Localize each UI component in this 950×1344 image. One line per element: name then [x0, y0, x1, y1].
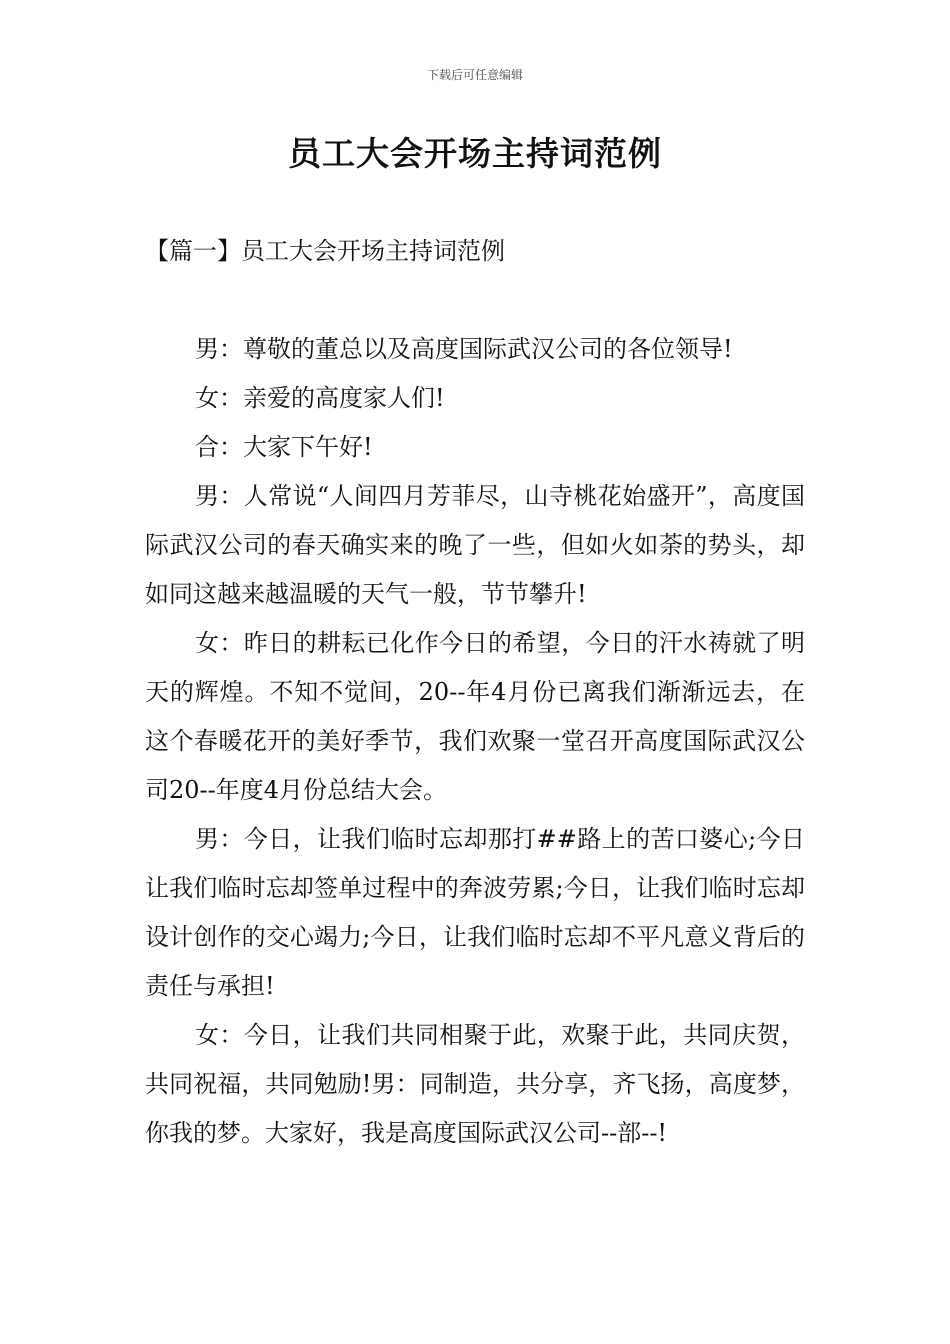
paragraph: 女：今日，让我们共同相聚于此，欢聚于此，共同庆贺，共同祝福，共同勉励!男：同制造，共分享，齐飞扬，高度梦，你我的梦。大家好，我是高度国际武汉公司--部--!	[145, 1021, 805, 1147]
document-title: 员工大会开场主持词范例	[288, 134, 662, 173]
paragraph: 女：亲爱的高度家人们!	[195, 384, 445, 412]
paragraph: 男：尊敬的董总以及高度国际武汉公司的各位领导!	[195, 335, 733, 363]
paragraph: 男：人常说“人间四月芳菲尽，山寺桃花始盛开”，高度国际武汉公司的春天确实来的晚了一些，但如火如荼的势头，却如同这越来越温暖的天气一般，节节攀升!	[145, 482, 805, 608]
header-note: 下载后可任意编辑	[426, 68, 523, 82]
paragraph: 男：今日，让我们临时忘却那打##路上的苦口婆心;今日让我们临时忘却签单过程中的奔波劳累;今日，让我们临时忘却设计创作的交心竭力;今日，让我们临时忘却不平凡意义背后的责任与承担!	[145, 825, 805, 1000]
paragraph: 女：昨日的耕耘已化作今日的希望，今日的汗水祷就了明天的辉煌。不知不觉间，20--年4月份已离我们渐渐远去，在这个春暖花开的美好季节，我们欢聚一堂召开高度国际武汉公司20--年度4月份总结大会。	[145, 629, 805, 804]
paragraph: 合：大家下午好!	[195, 433, 373, 461]
document-body	[145, 325, 805, 1158]
section-heading: 【篇一】员工大会开场主持词范例	[145, 237, 505, 265]
